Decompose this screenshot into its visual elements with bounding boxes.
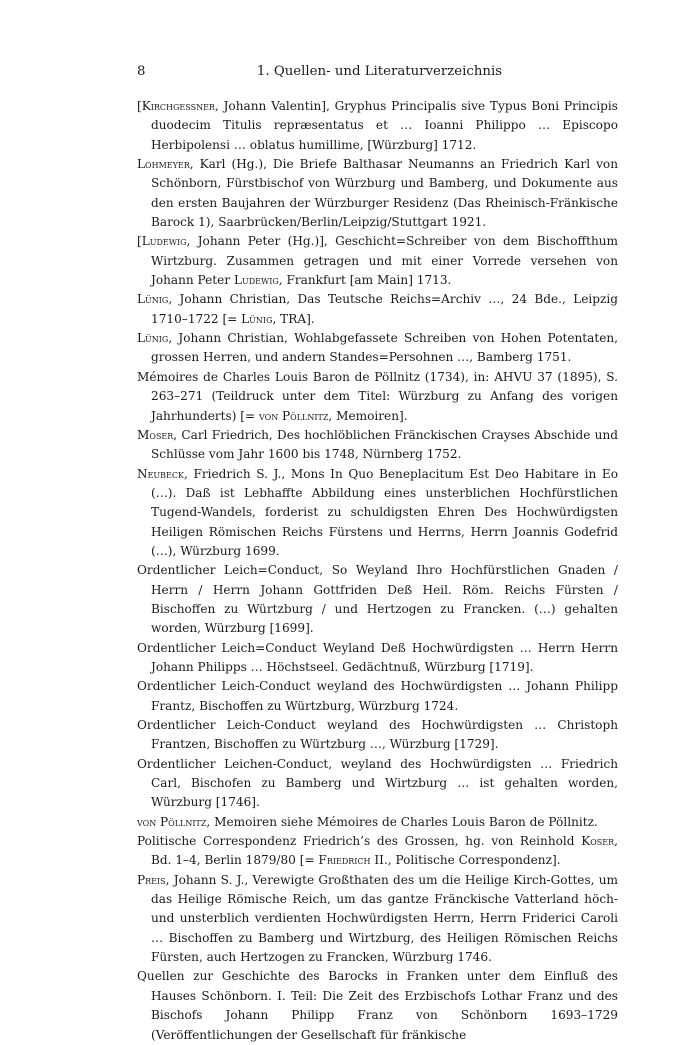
- reference-text: Politische Correspondenz Friedrich’s des Grossen, hg. von Reinhold: [137, 834, 582, 849]
- reference-entry: [137, 329, 618, 368]
- author-name: Preis: [137, 872, 166, 887]
- reference-entry: [137, 755, 618, 813]
- author-name: Lünig: [137, 331, 169, 346]
- reference-text: Ordentlicher Leich-Conduct weyland des Hochwürdigsten … Christoph Frantzen, Bischoffen zu Würtzburg …, Würzburg [1729].: [137, 718, 618, 752]
- reference-text: , TRA].: [272, 311, 315, 326]
- author-name: Lohmeyer: [137, 157, 190, 172]
- reference-text: , Carl Friedrich, Des hochlöblichen Fränckischen Crayses Abschide und Schlüsse vom Jahr 1600 bis 1748, Nürnberg 1752.: [151, 427, 618, 462]
- reference-text: Mémoires de Charles Louis Baron de Pöllnitz (1734), in: AHVU 37 (1895), S. 263–271 (Teildruck unter dem Titel: Würzburg zu Anfang des vorigen Jahrhunderts) [=: [137, 369, 618, 423]
- running-head: 1. Quellen- und Literaturverzeichnis: [256, 64, 503, 79]
- author-name: Friedrich: [318, 853, 371, 868]
- reference-text: , Johann Valentin], Gryphus Principalis sive Typus Boni Principis duodecim Titulis repræsentatus et … Ioanni Philippo … Episcopo Herbipolensi … oblatus humillime, [Würzburg] 1712.: [151, 99, 618, 152]
- reference-text: , Frankfurt [am Main] 1713.: [278, 273, 452, 288]
- reference-text: , Memoiren siehe Mémoires de Charles Louis Baron de Pöllnitz.: [206, 814, 598, 829]
- reference-text: , Johann Christian, Wohlabgefassete Schreiben von Hohen Potentaten, grossen Herren, und andern Standes=Persohnen …, Bamberg 1751.: [151, 331, 618, 365]
- reference-entry: [137, 967, 618, 1044]
- page-header: [137, 62, 622, 82]
- author-name: Moser: [137, 427, 174, 442]
- author-name: von Pöllnitz: [137, 814, 207, 829]
- reference-entry: [137, 426, 618, 465]
- reference-entry: [137, 290, 618, 329]
- author-name: Lünig: [137, 292, 169, 307]
- reference-entry: [137, 465, 618, 562]
- reference-text: Ordentlicher Leich=Conduct, So Weyland Ihro Hochfürstlichen Gnaden / Herrn / Herrn Johann Gottfriden Deß Heil. Röm. Reichs Fürsten / Bischoffen zu Würtzburg / und Hertzogen zu Francken. (…) gehalten worden, Würzburg [1699].: [137, 563, 618, 636]
- page-number: 8: [137, 64, 146, 79]
- reference-text: Ordentlicher Leich=Conduct Weyland Deß Hochwürdigsten … Herrn Herrn Johann Philipps … Höchstseel. Gedächtnuß, Würzburg [1719].: [137, 640, 618, 674]
- reference-text: , Friedrich S. J., Mons In Quo Beneplacitum Est Deo Habitare in Eo (…). Daß ist Lebhaffte Abbildung eines unsterblichen Hochfürstlichen Tugend-Wandels, forderist zu schuldigsten Ehren Des Hochwürdigsten Heiligen Römischen Reichs Fürstens und Herrns, Herrn Joannis Godefrid (…), Würzburg 1699.: [151, 466, 618, 558]
- author-name: Neubeck: [137, 466, 184, 481]
- reference-text: , Johann Christian, Das Teutsche Reichs=Archiv …, 24 Bde., Leipzig 1710–1722 [=: [151, 292, 618, 326]
- reference-entry: [137, 97, 618, 155]
- reference-text: , Karl (Hg.), Die Briefe Balthasar Neumanns an Friedrich Karl von Schönborn, Fürstbischof von Würzburg und Bamberg, und Dokumente aus den ersten Baujahren der Würzburger Residenz (Das Rheinisch-Fränkische Barock 1), Saarbrücken/Berlin/Leipzig/Stuttgart 1921.: [151, 157, 618, 230]
- reference-text: , Bd. 1–4, Berlin 1879/80 [=: [151, 834, 618, 868]
- reference-entry: [137, 813, 618, 832]
- reference-text: Quellen zur Geschichte des Barocks in Franken unter dem Einfluß des Hauses Schönborn. I. Teil: Die Zeit des Erzbischofs Lothar Franz und des Bischofs Johann Philipp Franz von Schönborn 1693–1729 (Veröffentlichungen der Gesellschaft für fränkische: [137, 969, 618, 1042]
- reference-text: , Memoiren].: [328, 408, 408, 423]
- reference-text: , Johann S. J., Verewigte Großthaten des um die Heilige Kirch-Gottes, um das Heilige Römische Reich, um das gantze Fränckische Vatterland höch- und unsterblich verdienten Hochwürdigsten Herrn, Herrn Friderici Caroli … Bischoffen zu Bamberg und Wirtzburg, des Heiligen Römischen Reichs Fürsten, auch Hertzogen zu Francken, Würzburg 1746.: [151, 872, 618, 965]
- reference-entry: [137, 871, 618, 968]
- reference-entry: [137, 716, 618, 755]
- reference-text: [: [137, 99, 142, 113]
- reference-entry: [137, 639, 618, 678]
- reference-text: Ordentlicher Leichen-Conduct, weyland des Hochwürdigsten … Friedrich Carl, Bischofen zu Bamberg und Wirtzburg … ist gehalten worden, Würzburg [1746].: [137, 756, 618, 810]
- author-name: Kirchgessner: [141, 99, 215, 113]
- author-name: Lünig: [241, 311, 273, 326]
- reference-text: [: [137, 234, 142, 249]
- author-name: von Pöllnitz: [259, 408, 329, 423]
- author-name: Ludewig: [233, 273, 279, 288]
- reference-text: II., Politische Correspondenz].: [370, 853, 561, 868]
- reference-text: , Johann Peter (Hg.)], Geschicht=Schreiber von dem Bischoffthum Wirtzburg. Zusammen getragen und mit einer Vorrede versehen von Johann Peter: [151, 234, 618, 288]
- reference-entry: [137, 155, 618, 232]
- author-name: Ludewig: [141, 234, 187, 249]
- reference-entry: [137, 368, 618, 426]
- reference-entry: [137, 561, 618, 638]
- reference-entry: [137, 832, 618, 871]
- reference-entry: [137, 677, 618, 716]
- reference-text: Ordentlicher Leich-Conduct weyland des Hochwürdigsten … Johann Philipp Frantz, Bischoffen zu Würtzburg, Würzburg 1724.: [137, 679, 618, 713]
- author-name: Koser: [581, 834, 615, 849]
- reference-entry: [137, 232, 618, 290]
- reference-list: [137, 97, 618, 1045]
